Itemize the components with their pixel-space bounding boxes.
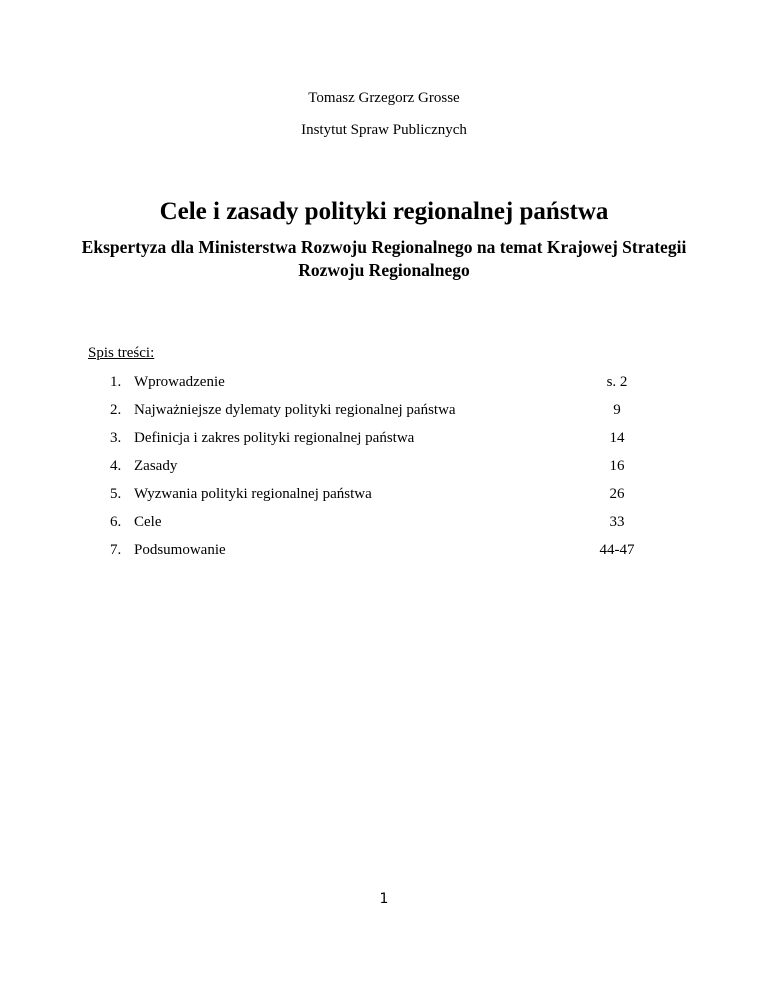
toc-item-number: 7. [110, 542, 122, 558]
toc-item [110, 540, 650, 560]
toc-item-number: 6. [110, 514, 122, 530]
toc-item-label: Zasady [134, 458, 178, 474]
toc-heading: Spis treści: [88, 345, 155, 361]
toc-item-page: s. 2 [606, 374, 628, 390]
page-number: 1 [379, 891, 389, 907]
toc-item-label: Wprowadzenie [134, 374, 225, 390]
toc-item [110, 456, 650, 476]
toc-item-number: 5. [110, 486, 122, 502]
toc-item-number: 4. [110, 458, 122, 474]
toc-item-page: 14 [609, 430, 625, 446]
toc-item [110, 400, 650, 420]
toc-item-page: 33 [609, 514, 625, 530]
toc-item [110, 512, 650, 532]
toc-item-label: Najważniejsze dylematy polityki regionalnej państwa [134, 402, 456, 418]
toc-item-page: 44-47 [599, 542, 635, 558]
toc-item-number: 2. [110, 402, 122, 418]
toc-item-number: 1. [110, 374, 122, 390]
author-name: Tomasz Grzegorz Grosse [308, 90, 460, 106]
toc-item-page: 26 [609, 486, 625, 502]
toc-item-page: 9 [613, 402, 621, 418]
toc-item-label: Wyzwania polityki regionalnej państwa [134, 486, 372, 502]
institute-name: Instytut Spraw Publicznych [301, 122, 467, 138]
toc-item [110, 428, 650, 448]
toc-item [110, 372, 650, 392]
toc-item-label: Cele [134, 514, 162, 530]
toc-item-label: Definicja i zakres polityki regionalnej państwa [134, 430, 415, 446]
toc-item-page: 16 [609, 458, 625, 474]
toc-item-number: 3. [110, 430, 122, 446]
toc-item [110, 484, 650, 504]
toc-item-label: Podsumowanie [134, 542, 226, 558]
document-subtitle: Ekspertyza dla Ministerstwa Rozwoju Regionalnego na temat Krajowej Strategii Rozwoju Regionalnego [81, 237, 687, 280]
document-title: Cele i zasady polityki regionalnej państwa [159, 198, 609, 225]
